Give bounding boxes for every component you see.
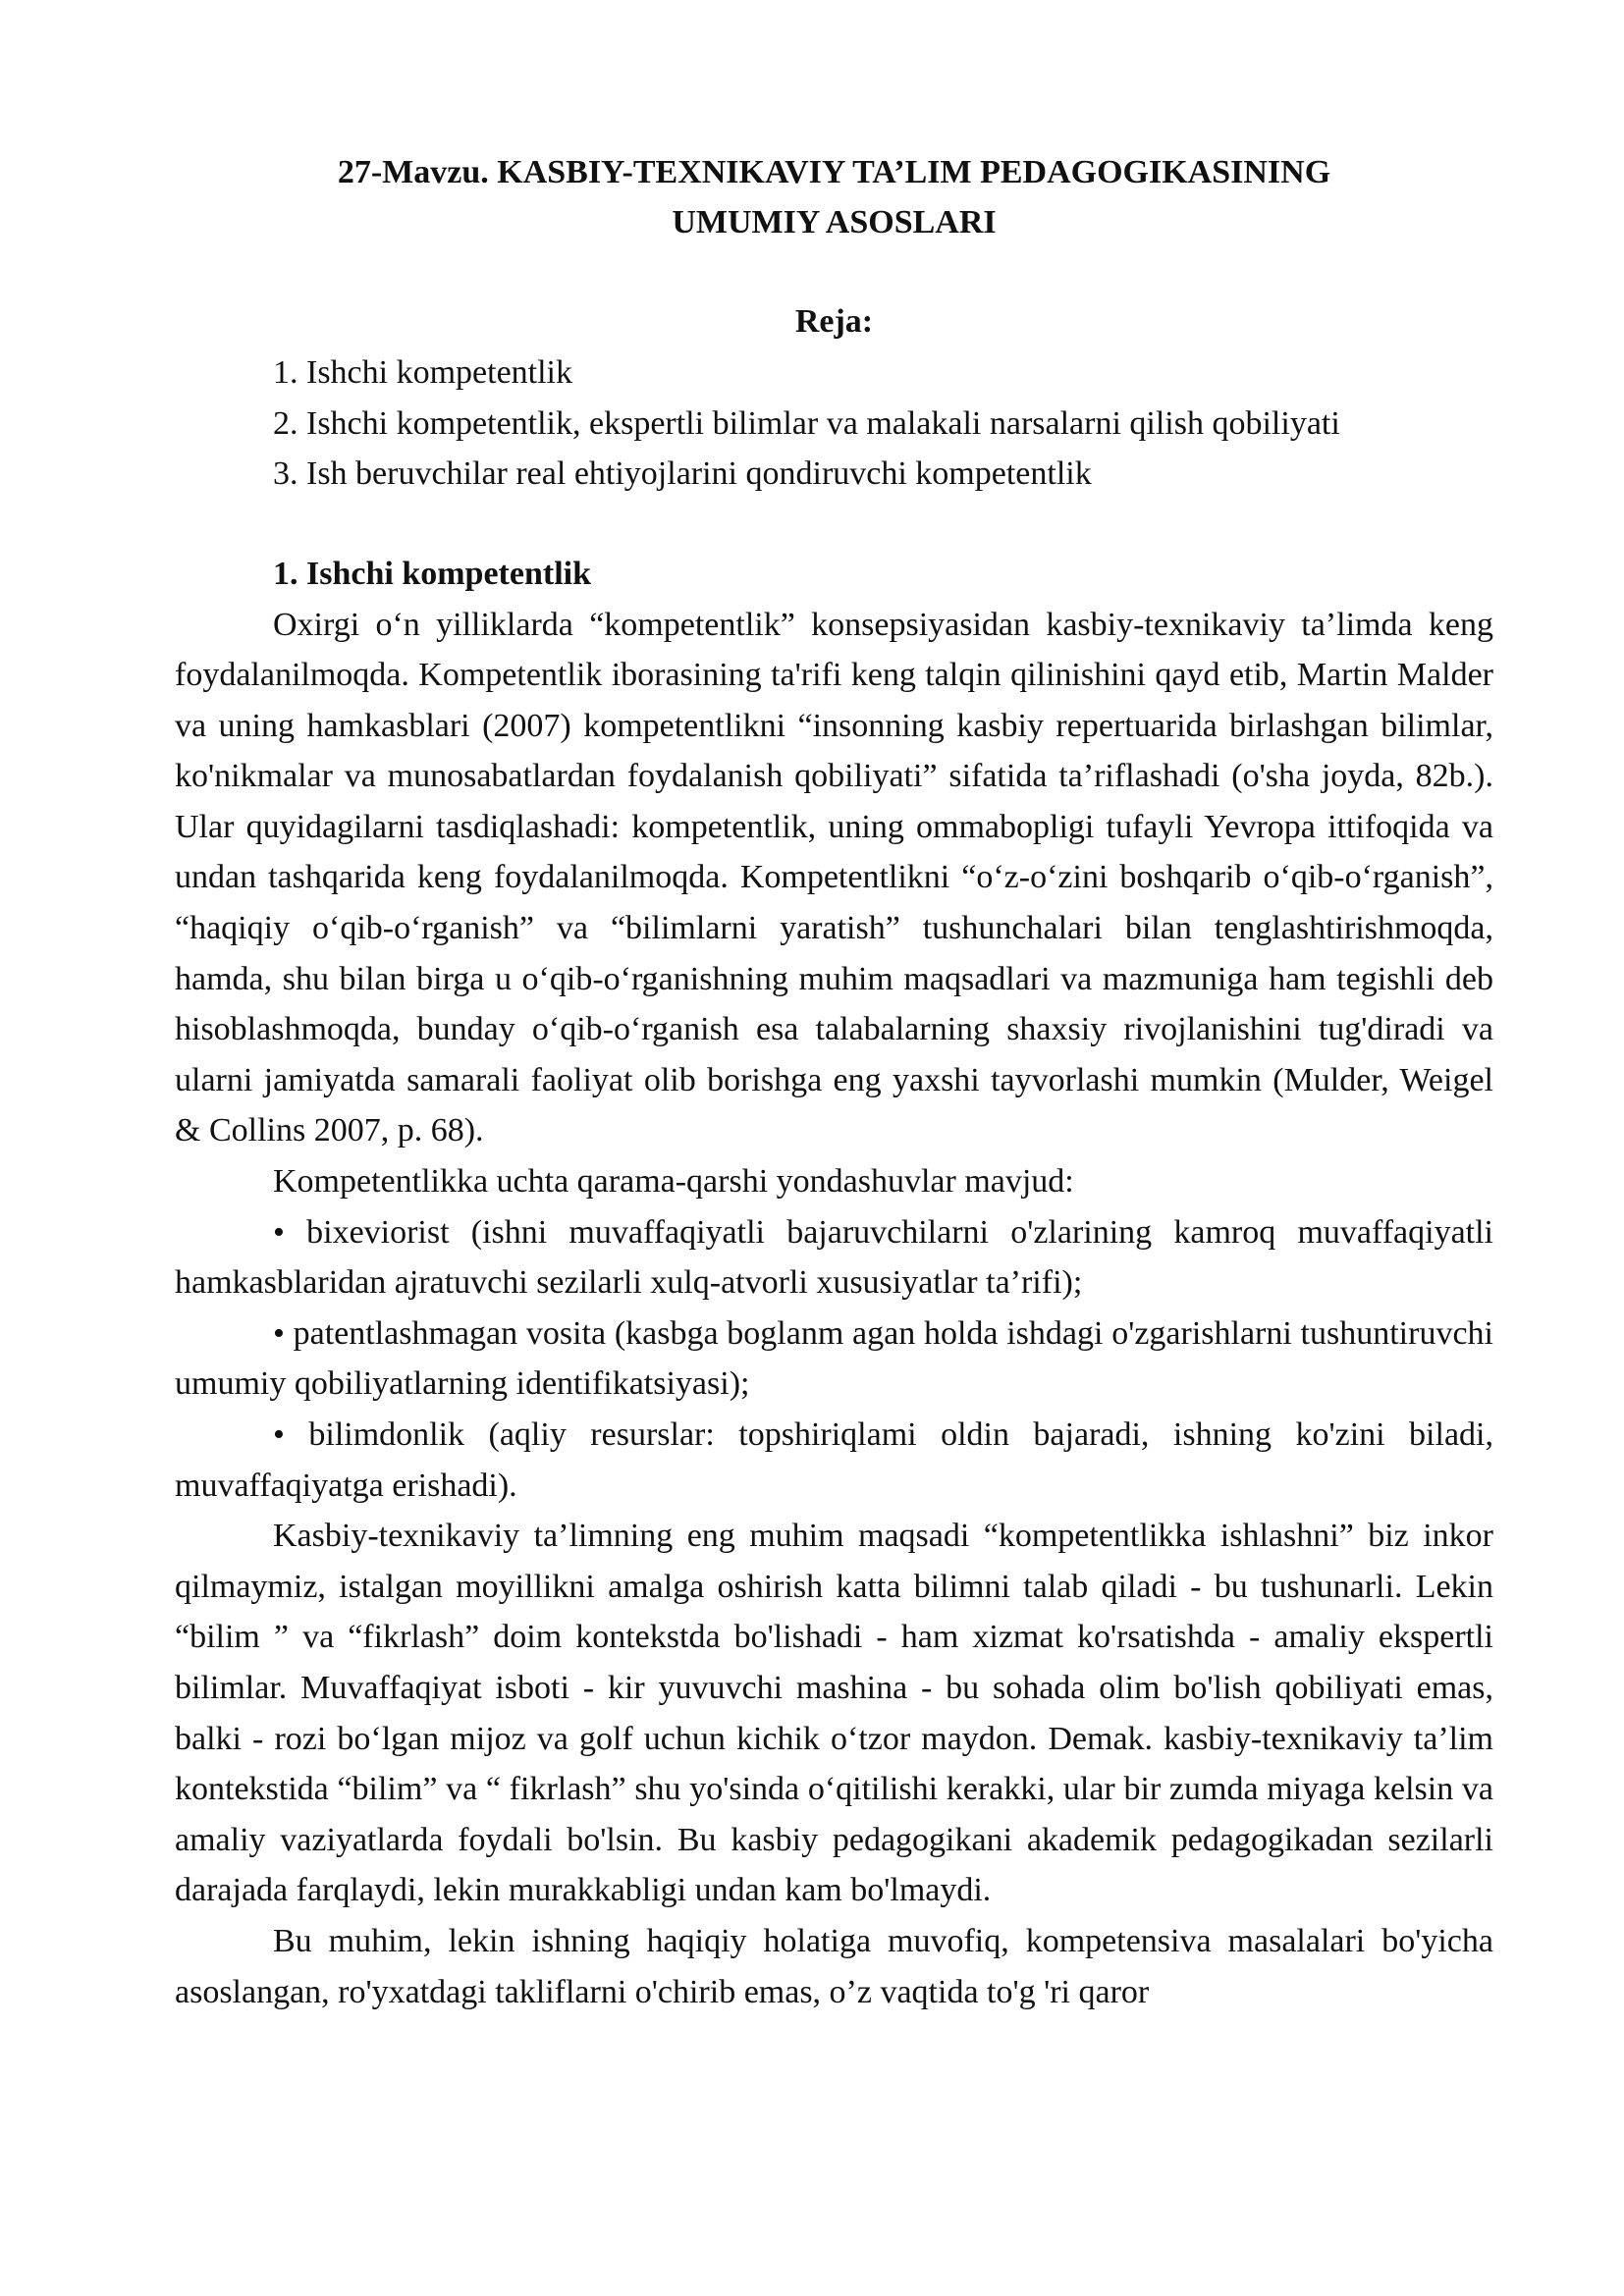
body-paragraph: Bu muhim, lekin ishning haqiqiy holatiga muvofiq, kompetensiva masalalari bo'yicha asoslangan, ro'yxatdagi takliflarni o'chirib emas, o’z vaqtida to'g 'ri qaror (175, 1922, 1493, 2010)
bullet-item: • bilimdonlik (aqliy resurslar: topshiriqlami oldin bajaradi, ishning ko'zini biladi, muvaffaqiyatga erishadi). (175, 1416, 1493, 1504)
document-title (175, 147, 1493, 247)
body-paragraph: Kompetentlikka uchta qarama-qarshi yondashuvlar mavjud: (273, 1163, 1074, 1201)
plan-list (175, 347, 1493, 500)
bullet-item: • bixeviorist (ishni muvaffaqiyatli bajaruvchilarni o'zlarining kamroq muvaffaqiyatli hamkasblaridan ajratuvchi sezilarli xulq-atvorli xususiyatlar ta’rifi); (175, 1213, 1493, 1302)
body-paragraph: Oxirgi o‘n yilliklarda “kompetentlik” konsepsiyasidan kasbiy-texnikaviy ta’limda keng foydalanilmoqda. Kompetentlik iborasining ta'rifi keng talqin qilinishini qayd etib, Martin Malder va uning hamkasblari (2007) kompetentlikni “insonning kasbiy repertuarida birlashgan bilimlar, ko'nikmalar va munosabatlardan foydalanish qobiliyati” sifatida ta’riflashadi (o'sha joyda, 82b.). Ular quyidagilarni tasdiqlashadi: kompetentlik, uning ommabopligi tufayli Yevropa ittifoqida va undan tashqarida keng foydalanilmoqda. Kompetentlikni “o‘z-o‘zini boshqarib o‘qib-o‘rganish”, “haqiqiy o‘qib-o‘rganish” va “bilimlarni yaratish” tushunchalari bilan tenglashtirishmoqda, hamda, shu bilan birga u o‘qib-o‘rganishning muhim maqsadlari va mazmuniga ham tegishli deb hisoblashmoqda, bunday o‘qib-o‘rganish esa talabalarning shaxsiy rivojlanishini tug'diradi va ularni jamiyatda samarali faoliyat olib borishga eng yaxshi tayvorlashi mumkin (Mulder, Weigel & Collins 2007, p. 68). (175, 606, 1493, 1149)
bullet-item: • patentlashmagan vosita (kasbga boglanm agan holda ishdagi o'zgarishlarni tushuntiruvchi umumiy qobiliyatlarning identifikatsiyasi); (175, 1314, 1493, 1403)
plan-item: 2. Ishchi kompetentlik, ekspertli bilimlar va malakali narsalarni qilish qobiliyati (273, 404, 1340, 442)
section-heading: 1. Ishchi kompetentlik (273, 555, 591, 592)
title-line-1: 27-Mavzu. KASBIY-TEXNIKAVIY TA’LIM PEDAGOGIKASINING (337, 154, 1331, 190)
document-page (175, 147, 1493, 2017)
plan-item: 3. Ish beruvchilar real ehtiyojlarini qondiruvchi kompetentlik (273, 455, 1092, 492)
plan-item: 1. Ishchi kompetentlik (273, 354, 573, 391)
plan-heading: Reja: (794, 303, 874, 340)
title-line-2: UMUMIY ASOSLARI (672, 204, 997, 240)
body-paragraph: Kasbiy-texnikaviy ta’limning eng muhim maqsadi “kompetentlikka ishlashni” biz inkor qilmaymiz, istalgan moyillikni amalga oshirish katta bilimni talab qiladi - bu tushunarli. Lekin “bilim ” va “fikrlash” doim kontekstda bo'lishadi - ham xizmat ko'rsatishda - amaliy ekspertli bilimlar. Muvaffaqiyat isboti - kir yuvuvchi mashina - bu sohada olim bo'lish qobiliyati emas, balki - rozi bo‘lgan mijoz va golf uchun kichik o‘tzor maydon. Demak. kasbiy-texnikaviy ta’lim kontekstida “bilim” va “ fikrlash” shu yo'sinda o‘qitilishi kerakki, ular bir zumda miyaga kelsin va amaliy vaziyatlarda foydali bo'lsin. Bu kasbiy pedagogikani akademik pedagogikadan sezilarli darajada farqlaydi, lekin murakkabligi undan kam bo'lmaydi. (175, 1518, 1493, 1909)
